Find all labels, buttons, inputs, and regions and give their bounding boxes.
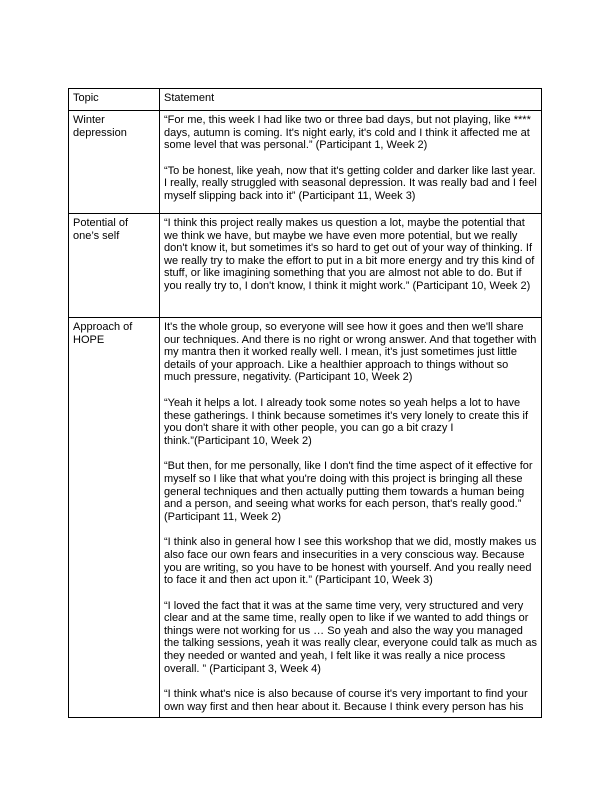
table-row xyxy=(69,214,542,318)
statement-paragraph: “I think what's nice is also because of course it's very important to find your own way first and then hear about it. Because I think every person has his xyxy=(164,688,528,713)
statement-paragraph: “I loved the fact that it was at the same time very, very structured and very clear and at the same time, really open to like if we wanted to add things or things were not working for us … So yeah and also the way you managed the talking sessions, yeah it was really clear, everyone could talk as much as they needed or wanted and yeah, I felt like it was really a nice process overall. ” (Participant 3, Week 4) xyxy=(164,599,537,675)
topic-cell: Winter depression xyxy=(69,111,160,214)
header-row xyxy=(69,89,542,111)
topic-cell: Approach of HOPE xyxy=(69,318,160,718)
statement-paragraph: “For me, this week I had like two or three bad days, but not playing, like **** days, autumn is coming. It's night early, it's cold and I think it affected me at some level that was personal.” (Participant 1, Week 2) xyxy=(164,114,531,152)
quotes-table xyxy=(68,88,542,718)
table-body xyxy=(69,111,542,718)
table-header xyxy=(69,89,542,111)
column-header-topic: Topic xyxy=(69,89,160,111)
statement-cell xyxy=(160,111,542,214)
topic-cell: Potential of one’s self xyxy=(69,214,160,318)
statement-paragraph: It's the whole group, so everyone will see how it goes and then we'll share our techniques. And there is no right or wrong answer. And that together with my mantra then it worked really well. I mean, it's just sometimes just little details of your approach. Like a healthier approach to things without so much pressure, negativity. (Participant 10, Week 2) xyxy=(164,321,537,384)
column-header-statement: Statement xyxy=(160,89,542,111)
statement-paragraph: “I think also in general how I see this workshop that we did, mostly makes us also face our own fears and insecurities in a very conscious way. Because you are writing, so you have to be honest with yourself. And you really need to face it and then act upon it.” (Participant 10, Week 3) xyxy=(164,536,537,587)
statement-paragraph: “To be honest, like yeah, now that it's getting colder and darker like last year. I really, really struggled with seasonal depression. It was really bad and I feel myself slipping back into it” (Participant 11, Week 3) xyxy=(164,164,537,202)
table-row xyxy=(69,318,542,718)
statement-cell xyxy=(160,318,542,718)
statement-paragraph: “I think this project really makes us question a lot, maybe the potential that we think we have, but maybe we have even more potential, but we really don't know it, but sometimes it's so hard to get out of your way of thinking. If we really try to make the effort to put in a bit more energy and try this kind of stuff, or like imagining something that you are almost not able to do. But if you really try to, I don't know, I think it might work.” (Participant 10, Week 2) xyxy=(164,217,535,292)
statement-cell xyxy=(160,214,542,318)
statement-paragraph: “But then, for me personally, like I don't find the time aspect of it effective for myself so I like that what you're doing with this project is bringing all these general techniques and then actually putting them towards a human being and a person, and seeing what works for each person, that's really good.” (Participant 11, Week 2) xyxy=(164,460,533,523)
table-row xyxy=(69,111,542,214)
statement-paragraph: “Yeah it helps a lot. I already took some notes so yeah helps a lot to have these gatherings. I think because sometimes it's very lonely to create this if you don't share it with other people, you can go a bit crazy I think.”(Participant 10, Week 2) xyxy=(164,396,529,447)
